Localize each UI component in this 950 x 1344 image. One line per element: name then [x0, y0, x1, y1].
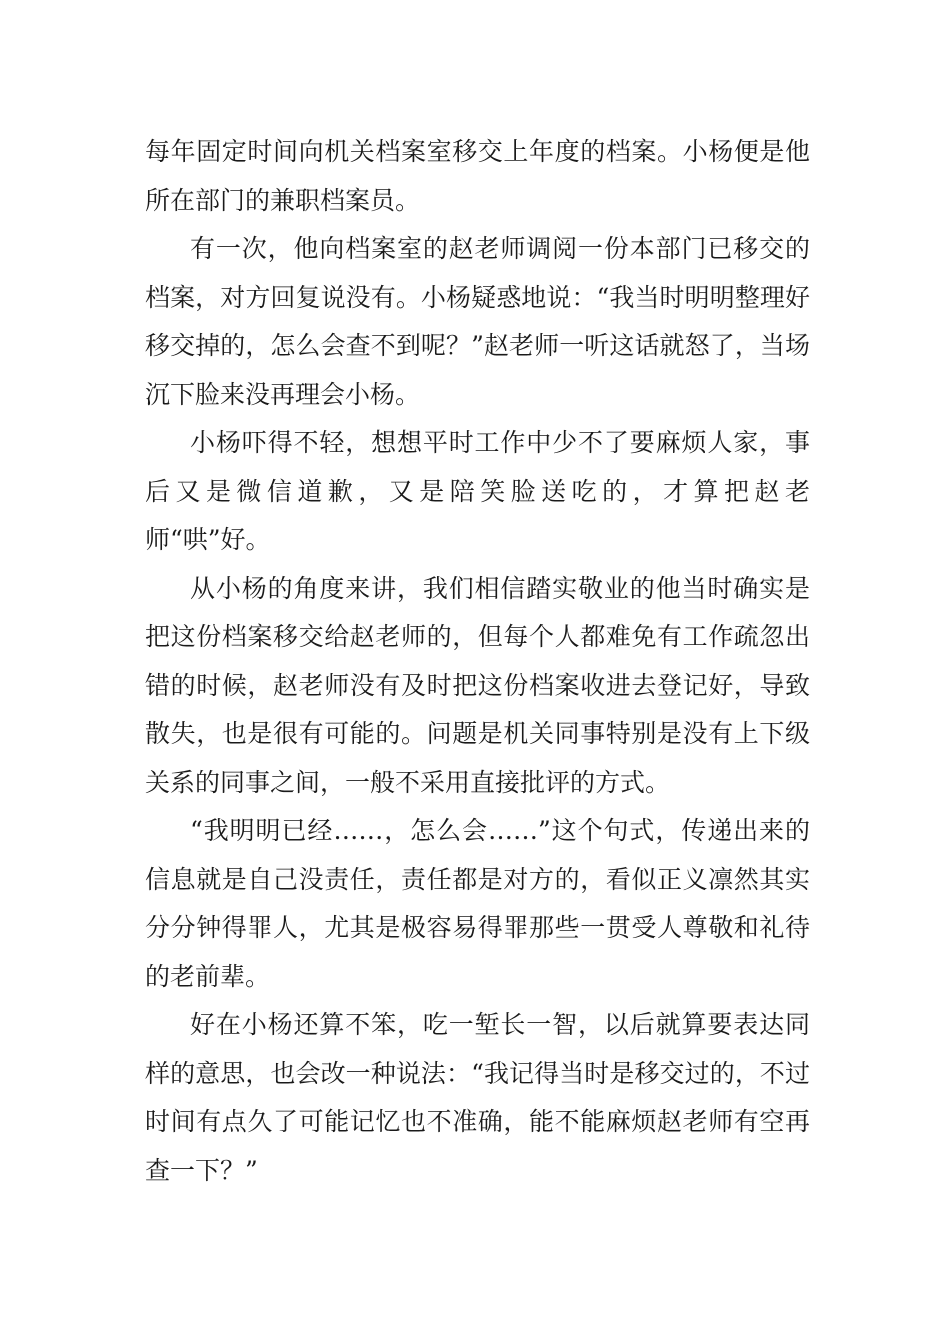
paragraph-continued: 每年固定时间向机关档案室移交上年度的档案。小杨便是他所在部门的兼职档案员。	[145, 137, 810, 215]
article-body	[145, 128, 810, 1195]
paragraph: 小杨吓得不轻，想想平时工作中少不了要麻烦人家，事后又是微信道歉，又是陪笑脸送吃的，才算把赵老师“哄”好。	[145, 428, 810, 554]
paragraph: 好在小杨还算不笨，吃一堑长一智，以后就算要表达同样的意思，也会改一种说法：“我记得当时是移交过的，不过时间有点久了可能记忆也不准确，能不能麻烦赵老师有空再查一下？”	[145, 1010, 810, 1185]
paragraph: “我明明已经……，怎么会……”这个句式，传递出来的信息就是自己没责任，责任都是对方的，看似正义凛然其实分分钟得罪人，尤其是极容易得罪那些一贯受人尊敬和礼待的老前辈。	[145, 816, 810, 991]
paragraph: 有一次，他向档案室的赵老师调阅一份本部门已移交的档案，对方回复说没有。小杨疑惑地说：“我当时明明整理好移交掉的，怎么会查不到呢？”赵老师一听这话就怒了，当场沉下脸来没再理会小杨。	[145, 234, 810, 409]
paragraph: 从小杨的角度来讲，我们相信踏实敬业的他当时确实是把这份档案移交给赵老师的，但每个人都难免有工作疏忽出错的时候，赵老师没有及时把这份档案收进去登记好，导致散失，也是很有可能的。问题是机关同事特别是没有上下级关系的同事之间，一般不采用直接批评的方式。	[145, 573, 810, 797]
